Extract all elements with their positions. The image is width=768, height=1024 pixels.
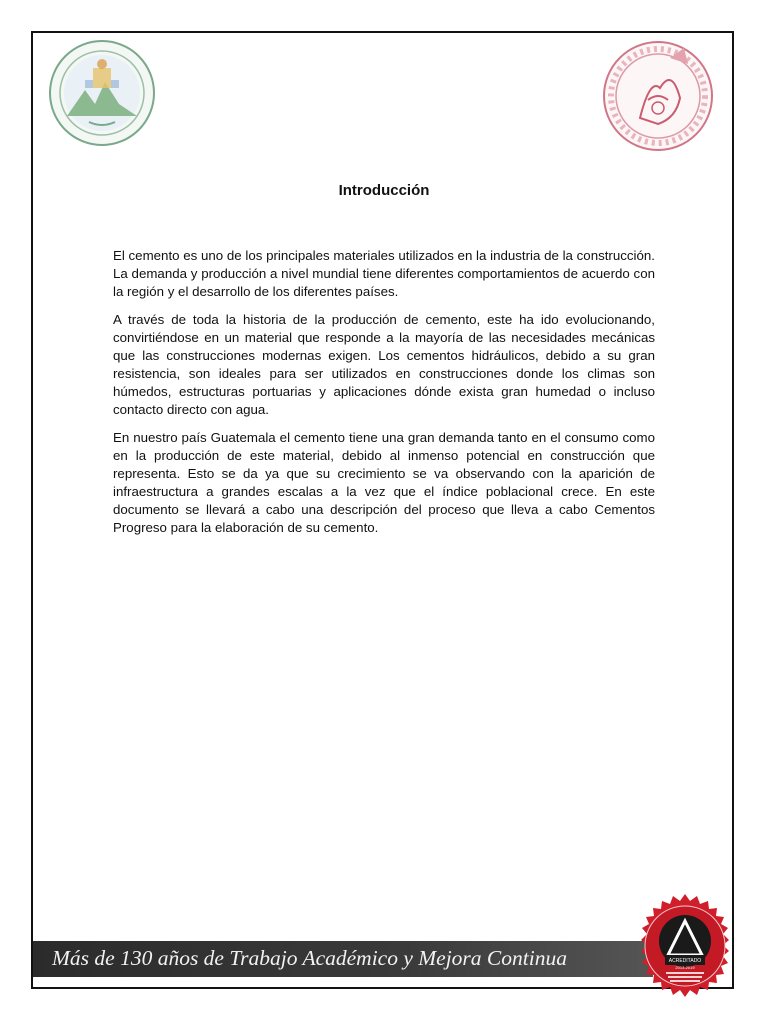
- accreditation-badge-icon: [632, 893, 738, 999]
- badge-years: 2013-2019: [675, 965, 695, 970]
- paragraph-2: A través de toda la historia de la producción de cemento, este ha ido evolucionando, convirtiéndose en un material que responde a la mayoría de las necesidades mecánicas que las construcciones modernas exigen. Los cementos hidráulicos, debido a su gran resistencia, son ideales para ser utilizados en construcciones donde los climas son húmedos, estructuras portuarias y aplicaciones dónde exista gran humedad o incluso contacto directo con agua.: [113, 312, 655, 417]
- footer-banner-text: Más de 130 años de Trabajo Académico y Mejora Continua: [52, 946, 567, 970]
- faculty-seal-icon: [600, 38, 716, 154]
- badge-label: ACREDITADO: [668, 958, 702, 964]
- paragraph-1: El cemento es uno de los principales materiales utilizados en la industria de la construcción. La demanda y producción a nivel mundial tiene diferentes comportamientos de acuerdo con la región y el desarrollo de los diferentes países.: [113, 248, 655, 299]
- paragraph-3: En nuestro país Guatemala el cemento tiene una gran demanda tanto en el consumo como en la producción de este material, debido al inmenso potencial en construcción que representa. Esto se da ya que su crecimiento se va observando con la aparición de infraestructura a grandes escalas a la vez que el índice poblacional crece. En este documento se llevará a cabo una descripción del proceso que lleva a cabo Cementos Progreso para la elaboración de su cemento.: [113, 430, 655, 535]
- introduction-body: [113, 247, 655, 547]
- university-seal-icon: [47, 38, 157, 148]
- page-title: Introducción: [338, 182, 430, 199]
